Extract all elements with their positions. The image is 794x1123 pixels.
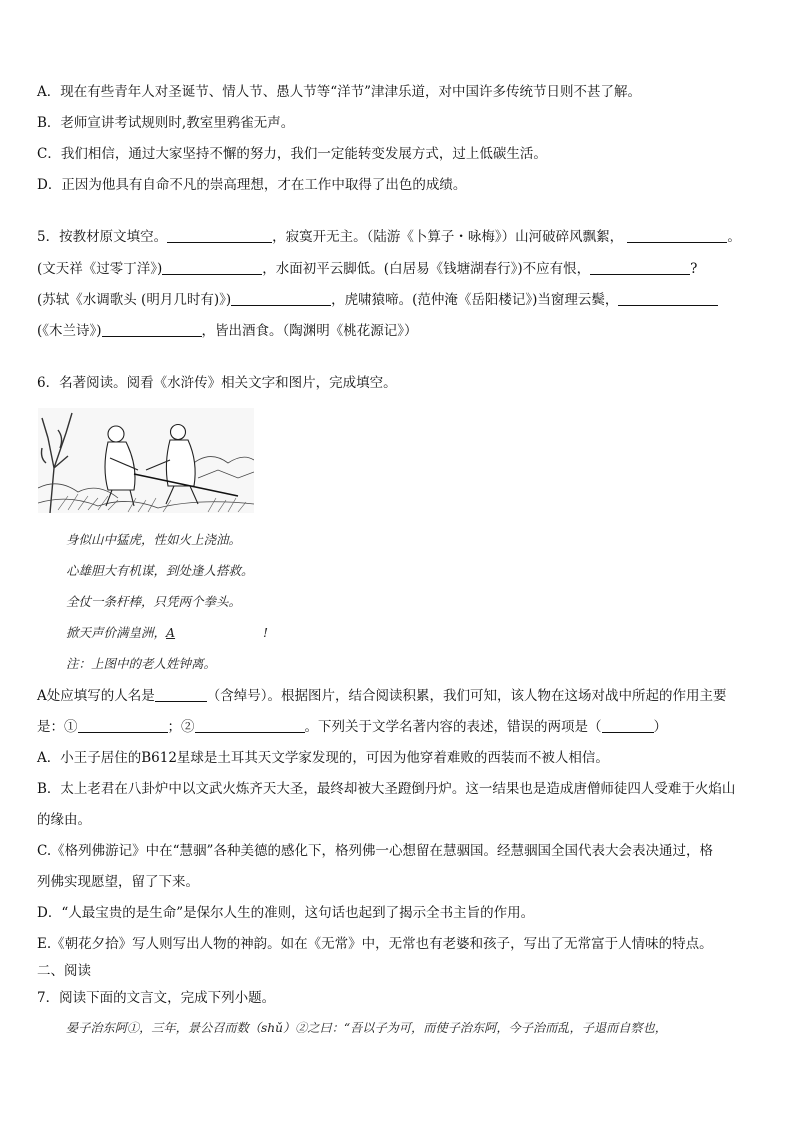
q5-line1-a: 5．按教材原文填空。 (37, 229, 168, 245)
fill-blank (162, 260, 262, 275)
q5-line-1 (37, 228, 758, 246)
q5-line3-b: ，虎啸猿啼。(范仲淹《岳阳楼记》)当窗理云鬓， (331, 292, 619, 308)
q6-option-b-1: B．太上老君在八卦炉中以文武火炼齐天大圣，最终却被大圣蹬倒丹炉。这一结果也是造成唐僧师徒四人受难于火焰山 (37, 781, 736, 797)
fill-blank (102, 322, 202, 337)
q5-line1-b: ，寂寞开无主。（陆游《卜算子・咏梅》）山河破碎风飘絮， (272, 229, 624, 245)
q6-option-a: A．小王子居住的B612星球是土耳其天文学家发现的，可因为他穿着难败的西装而不被人相信。 (37, 750, 609, 766)
fill-blank (78, 718, 168, 733)
q5-line1-c: 。 (727, 229, 741, 245)
q4-option-d: D．正因为他具有自命不凡的崇高理想，才在工作中取得了出色的成绩。 (37, 177, 467, 193)
q5-line-3 (37, 291, 758, 309)
q5-line2-a: (文天祥《过零丁洋》) (37, 261, 163, 277)
fill-blank (155, 687, 207, 702)
q7-title: 7．阅读下面的文言文，完成下列小题。 (37, 990, 276, 1006)
q6-option-c-1: C.《格列佛游记》中在“慧骃”各种美德的感化下，格列佛一心想留在慧骃国。经慧骃国全国代表大会表决通过，格 (37, 843, 713, 859)
q7-text: 晏子治东阿①，三年，景公召而数（shǔ）②之曰：“吾以子为可，而使子治东阿，今子治而乱，子退而自察也， (66, 1021, 667, 1035)
q4-option-a: A．现在有些青年人对圣诞节、情人节、愚人节等“洋节”津津乐道，对中国许多传统节日则不甚了解。 (37, 84, 642, 100)
poem-line-4 (66, 625, 268, 641)
q5-line2-c: ? (690, 261, 698, 277)
q6-q1-b: （含绰号）。根据图片，结合阅读积累，我们可知，该人物在这场对战中所起的作用主要 (206, 688, 727, 704)
poem-line-3: 全仗一条杆棒，只凭两个拳头。 (66, 594, 242, 609)
q6-option-d: D．“人最宝贵的是生命”是保尔人生的准则，这句话也起到了揭示全书主旨的作用。 (37, 905, 535, 921)
fill-blank (231, 291, 331, 306)
q4-option-c: C．我们相信，通过大家坚持不懈的努力，我们一定能转变发展方式，过上低碳生活。 (37, 146, 547, 162)
fill-blank (618, 291, 718, 306)
q5-line4-a: (《木兰诗》) (37, 323, 102, 339)
q4-option-b: B．老师宣讲考试规则时,教室里鸦雀无声。 (37, 115, 295, 131)
poem-note: 注：上图中的老人姓钟离。 (66, 656, 217, 671)
q6-q2-d: ） (653, 719, 667, 735)
q5-line-2 (37, 260, 758, 278)
q5-line3-a: (苏轼《水调歌头 (明月几时有)》) (37, 292, 232, 308)
fill-blank (627, 228, 727, 243)
fill-blank (195, 718, 305, 733)
water-margin-illustration (38, 408, 254, 513)
q6-q2-b: ；② (167, 719, 195, 735)
q6-option-c-2: 列佛实现愿望，留了下来。 (37, 874, 199, 890)
fill-blank (590, 260, 690, 275)
fill-blank (167, 228, 272, 243)
q6-q1-a: A处应填写的人名是 (37, 688, 155, 704)
poem-line-2: 心雄胆大有机谋，到处逢人搭救。 (66, 563, 254, 578)
q6-option-b-2: 的缘由。 (37, 812, 91, 828)
q6-q2-c: 。下列关于文学名著内容的表述，错误的两项是（ (304, 719, 602, 735)
poem-line4-text: 掀天声价满皇洲， (66, 625, 167, 640)
q6-question-line-2 (37, 718, 758, 736)
section-heading: 二、阅读 (37, 963, 91, 979)
q5-line-4 (37, 322, 758, 340)
q6-q2-a: 是：① (37, 719, 78, 735)
q6-question-line-1 (37, 687, 758, 705)
poem-line-1: 身似山中猛虎，性如火上浇油。 (66, 532, 242, 547)
q5-line4-b: ，皆出酒食。（陶渊明《桃花源记》） (201, 323, 418, 339)
fill-blank (602, 718, 654, 733)
q6-option-e: E.《朝花夕拾》写人则写出人物的神韵。如在《无常》中，无常也有老婆和孩子，写出了无常富于人情味的特点。 (37, 936, 713, 952)
q5-line2-b: ，水面初平云脚低。(白居易《钱塘湖春行》)不应有恨， (262, 261, 591, 277)
q6-title: 6．名著阅读。阅看《水浒传》相关文字和图片，完成填空。 (37, 375, 397, 391)
poem-end: ! (263, 625, 269, 640)
poem-blank-a: A (166, 625, 176, 640)
